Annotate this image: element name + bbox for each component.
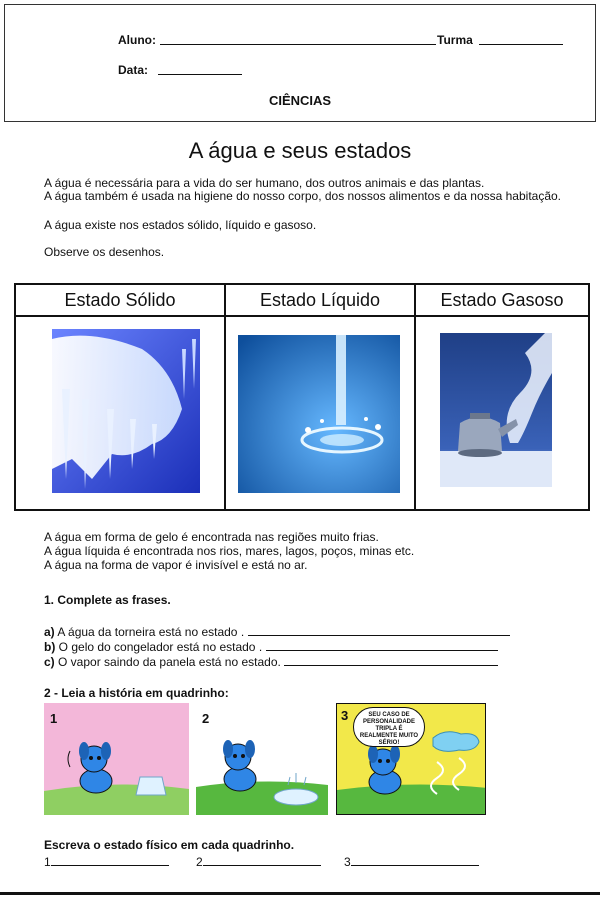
ice-image — [52, 329, 200, 493]
answer-1c-field[interactable] — [284, 655, 498, 666]
comic-panel-1 — [44, 703, 189, 815]
intro-line-1: A água é necessária para a vida do ser humano, dos outros animais e das plantas. — [44, 176, 485, 190]
data-field[interactable] — [158, 62, 242, 75]
answer-row-2 — [196, 855, 321, 869]
question-1c-text: O vapor saindo da panela está no estado. — [58, 655, 281, 669]
gas-header: Estado Gasoso — [440, 290, 564, 310]
question-1b-letter: b) — [44, 640, 56, 654]
question-1b — [44, 640, 498, 654]
turma-field[interactable] — [479, 32, 563, 45]
comic-panel-3 — [336, 703, 486, 815]
answer-1-field[interactable] — [51, 855, 169, 866]
question-1c — [44, 655, 498, 669]
intro-line-3: A água existe nos estados sólido, líquido e gasoso. — [44, 218, 317, 232]
write-instruction: Escreva o estado físico em cada quadrinho. — [44, 838, 295, 852]
water-drop-image — [238, 335, 400, 493]
aluno-label: Aluno: — [118, 33, 156, 47]
turma-label: Turma — [437, 33, 473, 47]
question-1a-text: A água da torneira está no estado . — [57, 625, 245, 639]
answer-1-number: 1 — [44, 855, 51, 869]
observe-text: Observe os desenhos. — [44, 245, 165, 259]
column-divider — [414, 285, 416, 509]
answer-1a-field[interactable] — [248, 625, 510, 636]
subject-title: CIÊNCIAS — [268, 93, 332, 108]
states-table — [14, 283, 590, 511]
fact-liquid: A água líquida é encontrada nos rios, mares, lagos, poços, minas etc. — [44, 544, 415, 558]
speech-bubble: SEU CASO DE PERSONALIDADE TRIPLA É REALMENTE MUITO SÉRIO! — [353, 707, 425, 747]
answer-row-3 — [344, 855, 479, 869]
solid-header: Estado Sólido — [64, 290, 176, 310]
comic-panel-2 — [196, 703, 328, 815]
aluno-field[interactable] — [160, 32, 436, 45]
column-divider — [224, 285, 226, 509]
answer-1b-field[interactable] — [266, 640, 498, 651]
question-2-title: 2 - Leia a história em quadrinho: — [44, 686, 229, 700]
liquid-header: Estado Líquido — [259, 290, 381, 310]
question-1c-letter: c) — [44, 655, 55, 669]
page-title: A água e seus estados — [188, 138, 412, 163]
kettle-steam-image — [440, 333, 552, 487]
question-1a-letter: a) — [44, 625, 55, 639]
data-label: Data: — [118, 63, 149, 77]
panel-3-number: 3 — [341, 708, 349, 723]
answer-3-field[interactable] — [351, 855, 479, 866]
bottom-rule — [0, 892, 600, 895]
question-1b-text: O gelo do congelador está no estado . — [58, 640, 263, 654]
answer-2-number: 2 — [196, 855, 203, 869]
answer-row-1 — [44, 855, 169, 869]
answer-2-field[interactable] — [203, 855, 321, 866]
dog-water-drawing — [196, 703, 328, 815]
panel-1-number: 1 — [50, 711, 58, 726]
fact-ice: A água em forma de gelo é encontrada nas regiões muito frias. — [44, 530, 379, 544]
intro-line-2: A água também é usada na higiene do nosso corpo, dos nossos alimentos e da nossa habitação. — [44, 189, 562, 203]
fact-vapor: A água na forma de vapor é invisível e está no ar. — [44, 558, 308, 572]
question-1-title: 1. Complete as frases. — [44, 593, 171, 607]
panel-2-number: 2 — [202, 711, 210, 726]
answer-3-number: 3 — [344, 855, 351, 869]
question-1a — [44, 625, 510, 639]
header-divider — [16, 315, 588, 317]
dog-ice-drawing — [44, 703, 189, 815]
